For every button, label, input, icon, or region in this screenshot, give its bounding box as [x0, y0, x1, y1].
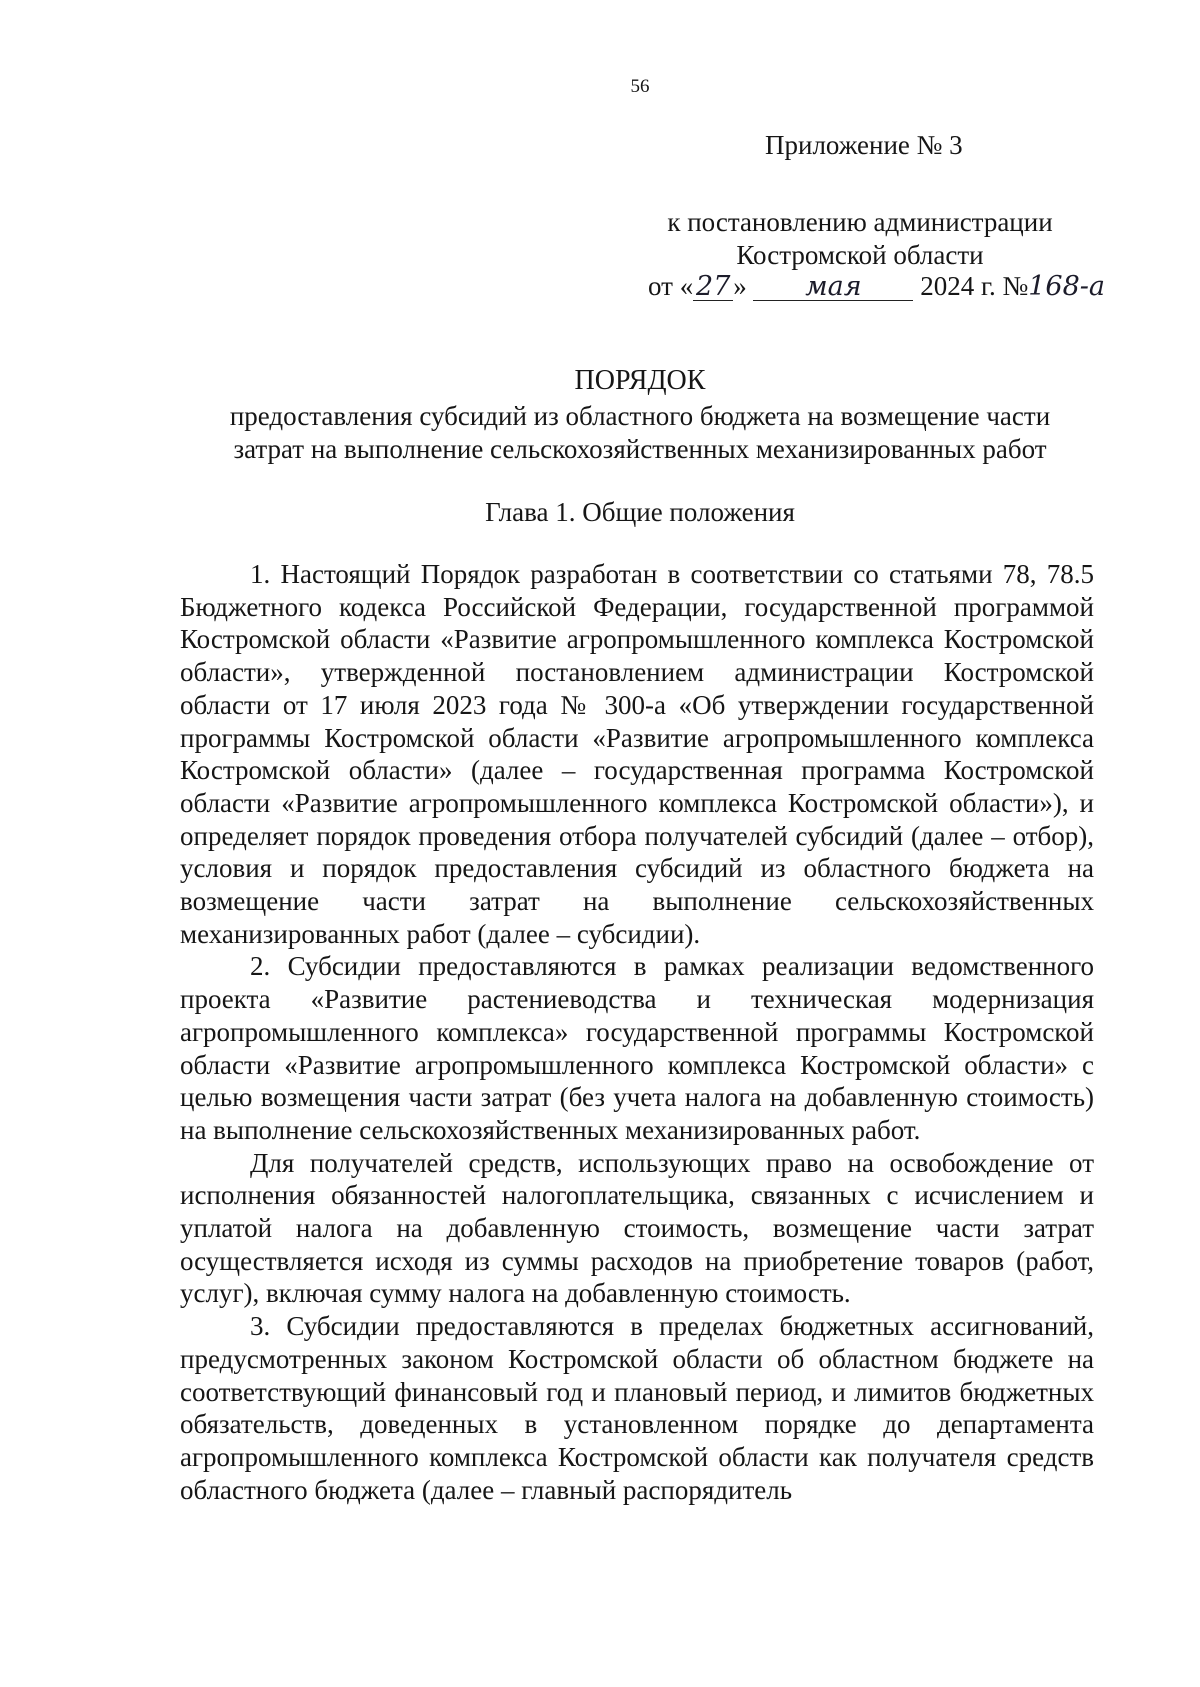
date-prefix: от «	[648, 271, 694, 301]
year-text: 2024 г. №	[920, 271, 1029, 301]
subtitle-line-1: предоставления субсидий из областного бюджета на возмещение части	[229, 401, 1051, 431]
appendix-reference	[640, 206, 1080, 272]
date-mid: »	[733, 271, 747, 301]
subtitle-line-2: затрат на выполнение сельскохозяйственных механизированных работ	[233, 434, 1047, 464]
chapter-heading: Глава 1. Общие положения	[485, 497, 795, 527]
document-title: ПОРЯДОК	[574, 365, 706, 396]
paragraph-1: 1. Настоящий Порядок разработан в соответствии со статьями 78, 78.5 Бюджетного кодекса Российской Федерации, государственной программой Костромской области «Развитие агропромышленного комплекса Костромской области», утвержденной постановлением администрации Костромской области от 17 июля 2023 года № 300-а «Об утверждении государственной программы Костромской области «Развитие агропромышленного комплекса Костромской области» (далее – государственная программа Костромской области «Развитие агропромышленного комплекса Костромской области»), и определяет порядок проведения отбора получателей субсидий (далее – отбор), условия и порядок предоставления субсидий из областного бюджета на возмещение части затрат на выполнение сельскохозяйственных механизированных работ (далее – субсидии).	[180, 559, 1094, 949]
paragraph-4: 3. Субсидии предоставляются в пределах бюджетных ассигнований, предусмотренных законом Костромской области об областном бюджете на соответствующий финансовый год и плановый период, и лимитов бюджетных обязательств, доведенных в установленном порядке до департамента агропромышленного комплекса Костромской области как получателя средств областного бюджета (далее – главный распорядитель	[180, 1311, 1094, 1505]
appendix-line-1: к постановлению администрации	[667, 207, 1053, 237]
appendix-title: Приложение № 3	[765, 130, 963, 160]
appendix-line-2: Костромской области	[736, 240, 984, 270]
document-subtitle	[180, 400, 1100, 466]
body-text	[180, 558, 1094, 1506]
handwritten-day: 27	[693, 274, 733, 301]
paragraph-3: Для получателей средств, использующих право на освобождение от исполнения обязанностей налогоплательщика, связанных с исчислением и уплатой налога на добавленную стоимость, возмещение части затрат осуществляется исходя из суммы расходов на приобретение товаров (работ, услуг), включая сумму налога на добавленную стоимость.	[180, 1147, 1094, 1309]
page-number: 56	[630, 76, 650, 97]
appendix-date-line	[648, 271, 1106, 302]
paragraph-2: 2. Субсидии предоставляются в рамках реализации ведомственного проекта «Развитие растениеводства и техническая модернизация агропромышленного комплекса» государственной программы Костромской области «Развитие агропромышленного комплекса Костромской области» с целью возмещения части затрат (без учета налога на добавленную стоимость) на выполнение сельскохозяйственных механизированных работ.	[180, 951, 1094, 1145]
handwritten-month: мая	[753, 274, 913, 301]
handwritten-number: 168-а	[1028, 271, 1106, 302]
